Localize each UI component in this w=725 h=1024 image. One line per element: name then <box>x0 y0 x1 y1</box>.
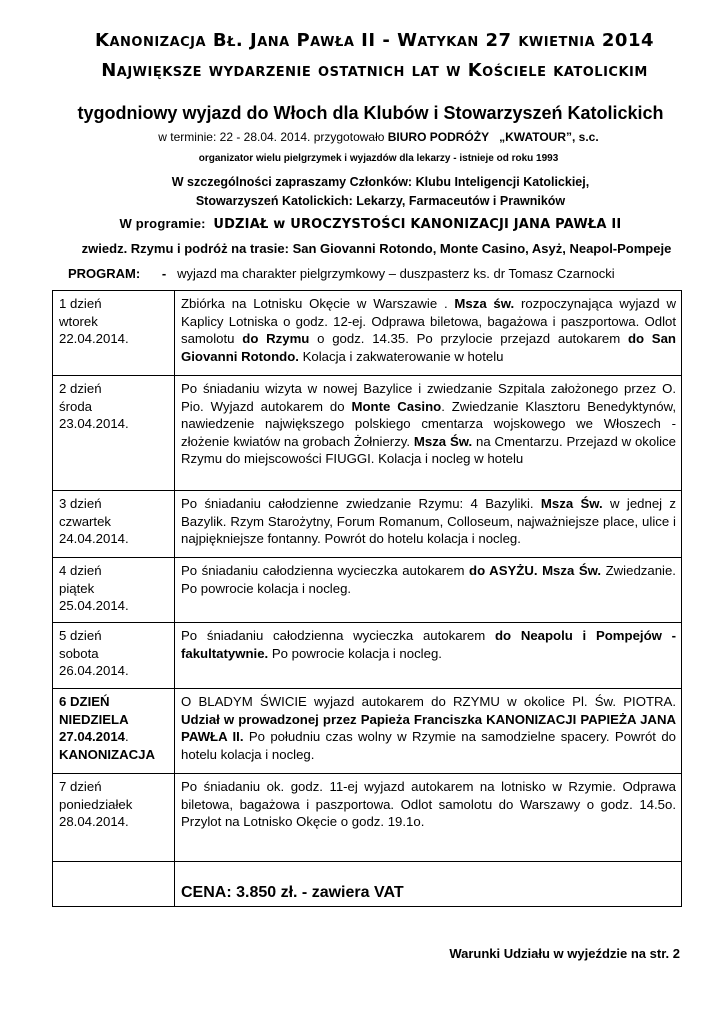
desc-bold: Msza Św. <box>413 433 473 449</box>
programme-line <box>8 216 725 232</box>
day-weekday: piątek <box>59 580 95 596</box>
desc-text: . Zwiedzanie Klasztoru Benedyktynów, nawiedzenie największego polskiego cmentarza wojskowego we Włoszech - złożenie kwiatów na grobach Żołnierzy. <box>181 398 676 449</box>
desc-bold: Msza Św. <box>540 496 603 511</box>
desc-text: O BLADYM ŚWICIE wyjazd autokarem do RZYMU w okolice Pl. Św. PIOTRA. <box>181 694 676 709</box>
invitation <box>18 173 725 211</box>
header-subtitle: tygodniowy wyjazd do Włoch dla Klubów i Stowarzyszeń Katolickich <box>77 103 664 123</box>
desc-text: rozpoczynająca wyjazd w Kaplicy Lotniska o godz. 12-ej. Odprawa biletowa, bagażowa i paszportowa. Odlot samolotu <box>181 296 676 346</box>
program-line <box>68 266 615 281</box>
day-cell <box>53 689 175 774</box>
price: CENA: 3.850 zł. - zawiera VAT <box>175 862 682 907</box>
day-description <box>175 558 682 623</box>
desc-text: Zbiórka na Lotnisku Okęcie w Warszawie . <box>181 296 455 311</box>
day-weekday: środa <box>59 398 92 414</box>
day-date-suffix: . <box>125 729 129 744</box>
day-date: 22.04.2014. <box>59 331 129 346</box>
day-date: 25.04.2014. <box>59 598 129 613</box>
desc-text: Po śniadaniu wizyta w nowej Bazylice i zwiedzanie Szpitala założonego przez O. Pio. Wyjazd autokarem do <box>181 381 676 414</box>
day-description <box>175 689 682 774</box>
organizer-line: organizator wielu pielgrzymek i wyjazdów dla lekarzy - istnieje od roku 1993 <box>198 153 559 164</box>
desc-text: Po śniadaniu całodzienna wycieczka autokarem <box>181 563 470 578</box>
term-text: w terminie: 22 - 28.04. 2014. przygotowało <box>158 130 388 144</box>
desc-text: Po śniadaniu całodzienne zwiedzanie Rzymu: 4 Bazyliki. <box>181 496 541 511</box>
day-date: 27.04.2014 <box>59 729 126 744</box>
desc-text: Kolacja i zakwaterowanie w hotelu <box>298 348 504 364</box>
program-dash: - <box>161 266 167 281</box>
day-cell <box>53 774 175 862</box>
programme-main: UDZIAŁ w UROCZYSTOŚCI KANONIZACJI JANA PAWŁA II <box>213 217 622 232</box>
day-date: 26.04.2014. <box>59 663 129 678</box>
day-description <box>175 376 682 491</box>
schedule-table <box>52 290 682 907</box>
day-number: 2 dzień <box>59 381 102 396</box>
programme-prefix: W programie: <box>119 216 206 231</box>
header-title-line1: Kanonizacja Bł. Jana Pawła II - Watykan 27 kwietnia 2014 <box>95 30 654 51</box>
day-weekday: sobota <box>59 645 99 661</box>
agency-label: BIURO PODRÓŻY <box>387 130 490 144</box>
day-date-line <box>59 728 169 746</box>
invitation-line1: W szczególności zapraszamy Członków: Klubu Inteligencji Katolickiej, <box>171 175 590 189</box>
day-date: 24.04.2014. <box>59 531 129 546</box>
day-number: 1 dzień <box>59 296 102 311</box>
table-row <box>53 623 682 689</box>
desc-text: Po powrocie kolacja i nocleg. <box>268 645 442 661</box>
day-number: 3 dzień <box>59 496 102 511</box>
program-text: wyjazd ma charakter pielgrzymkowy – duszpasterz ks. dr Tomasz Czarnocki <box>177 266 615 281</box>
desc-bold: do ASYŻU. Msza Św. <box>469 563 602 578</box>
table-row <box>53 376 682 491</box>
desc-text: o godz. 14.35. Po przylocie przejazd autokarem <box>309 331 628 346</box>
desc-bold: Udział w prowadzonej przez Papieża Franciszka KANONIZACJI PAPIEŻA JANA PAWŁA II. <box>181 711 676 744</box>
day-date: 23.04.2014. <box>59 416 129 431</box>
desc-text: Zwiedzanie. Po powrocie kolacja i nocleg. <box>181 563 676 596</box>
desc-bold: do Neapolu i Pompejów - fakultatywnie. <box>181 628 676 661</box>
day-description <box>175 623 682 689</box>
empty-cell <box>53 862 175 907</box>
table-row <box>53 491 682 558</box>
desc-bold: do Rzymu <box>242 331 310 346</box>
invitation-line2: Stowarzyszeń Katolickich: Lekarzy, Farmaceutów i Prawników <box>195 194 566 208</box>
day-weekday: czwartek <box>59 513 112 529</box>
day-weekday: NIEDZIELA <box>59 711 129 727</box>
day-cell <box>53 623 175 689</box>
footer-note: Warunki Udziału w wyjeździe na str. 2 <box>449 946 680 961</box>
desc-text: na Cmentarzu. Przejazd w okolice Rzymu do miejscowości FIUGGI. Kolacja i nocleg w hotelu <box>181 433 676 466</box>
day-cell <box>53 291 175 376</box>
day-number: 6 DZIEŃ <box>59 694 110 709</box>
table-row <box>53 689 682 774</box>
desc-text: Po południu czas wolny w Rzymie na samodzielne spacery. Powrót do hotelu kolacja i nocleg. <box>181 729 676 762</box>
day-number: 7 dzień <box>59 779 102 794</box>
desc-text: Po śniadaniu ok. godz. 11-ej wyjazd autokarem na lotnisko w Rzymie. Odprawa biletowa, bagażowa i paszportowa. Odlot samolotu do Warszawy o godz. 14.5o. Przylot na Lotnisko Okęcie o godz. 19.1o. <box>181 779 676 829</box>
day-number: 5 dzień <box>59 628 102 643</box>
table-row <box>53 774 682 862</box>
price-row <box>53 862 682 907</box>
day-weekday: poniedziałek <box>59 796 133 812</box>
day-cell <box>53 491 175 558</box>
agency-name: „KWATOUR”, s.c. <box>499 130 599 144</box>
day-cell <box>53 376 175 491</box>
desc-bold: do San Giovanni Rotondo. <box>181 331 676 364</box>
term-line <box>16 130 725 144</box>
desc-text: w jednej z Bazylik. Rzym Starożytny, Forum Romanum, Colloseum, najważniejsze place, ulice i najpiękniejsze fontanny. Powrót do hotelu kolacja i nocleg. <box>181 496 677 546</box>
table-row <box>53 291 682 376</box>
program-label: PROGRAM: <box>68 266 141 281</box>
desc-bold: Monte Casino <box>351 398 442 414</box>
header-title-line2: Największe wydarzenie ostatnich lat w Kościele katolickim <box>101 60 648 81</box>
route-line: zwiedz. Rzymu i podróż na trasie: San Giovanni Rotondo, Monte Casino, Asyż, Neapol-Pompeje <box>81 241 672 256</box>
day-description <box>175 774 682 862</box>
day-weekday: wtorek <box>59 313 98 329</box>
day-description <box>175 491 682 558</box>
day-extra: KANONIZACJA <box>59 746 155 762</box>
desc-text: Po śniadaniu całodzienna wycieczka autokarem <box>181 628 495 643</box>
day-description <box>175 291 682 376</box>
day-number: 4 dzień <box>59 563 102 578</box>
desc-bold: Msza św. <box>454 296 515 311</box>
table-row <box>53 558 682 623</box>
day-cell <box>53 558 175 623</box>
day-date: 28.04.2014. <box>59 814 129 829</box>
